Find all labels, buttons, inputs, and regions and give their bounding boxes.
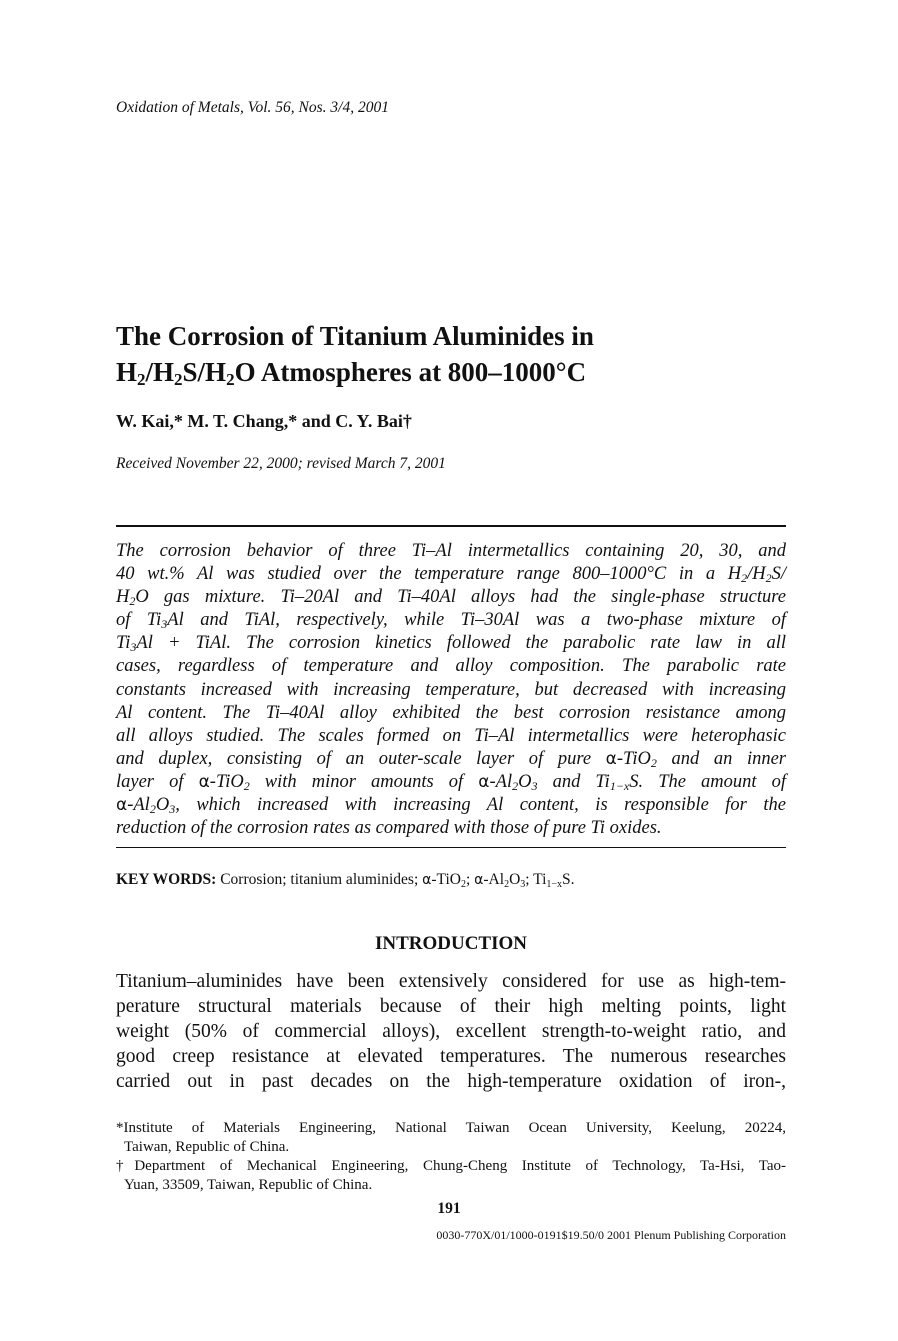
- footnote-line: †Department of Mechanical Engineering, Chung-Cheng Institute of Technology, Ta-Hsi, Tao-: [116, 1158, 786, 1174]
- title-line-1: The Corrosion of Titanium Aluminides in: [116, 321, 594, 351]
- body-line: good creep resistance at elevated temperatures. The numerous researches: [116, 1046, 786, 1067]
- abstract-bottom-rule: [116, 847, 786, 848]
- section-heading: INTRODUCTION: [374, 933, 528, 954]
- abstract-line: 40 wt.% Al was studied over the temperature range 800–1000°C in a $H_2/H_2S/$: [116, 564, 786, 586]
- footnote-line: Yuan, 33509, Taiwan, Republic of China.: [124, 1177, 373, 1193]
- abstract-line: layer of α-TiO$_2$ with minor amounts of $\alpha-Al_2O_3$ and $Ti_{1-x}S$. The amount of: [116, 771, 786, 793]
- body-line: perature structural materials because of their high melting points, light: [116, 996, 786, 1017]
- abstract-line: $\alpha-Al_2O_3$, which increased with increasing Al content, is responsible for the: [116, 795, 786, 817]
- keywords-label: KEY WORDS:: [116, 871, 217, 888]
- received-dates: Received November 22, 2000; revised March 7, 2001: [116, 455, 446, 472]
- footnote-affiliation-2: [116, 1157, 786, 1195]
- abstract-line: $Ti_3Al$ + TiAl. The corrosion kinetics followed the parabolic rate law in all: [116, 633, 786, 655]
- abstract-line: Al content. The Ti–40Al alloy exhibited the best corrosion resistance among: [116, 702, 786, 723]
- abstract-line: reduction of the corrosion rates as compared with those of pure Ti oxides.: [116, 818, 662, 839]
- journal-citation: Oxidation of Metals, Vol. 56, Nos. 3/4, 2001: [116, 99, 389, 116]
- footnote-line: *Institute of Materials Engineering, National Taiwan Ocean University, Keelung, 20224,: [116, 1120, 786, 1136]
- abstract: [116, 540, 786, 840]
- body-line: weight (50% of commercial alloys), excellent strength-to-weight ratio, and: [116, 1021, 786, 1042]
- abstract-line: and duplex, consisting of an outer-scale layer of pure α-TiO$_2$ and an inner: [116, 748, 786, 770]
- copyright-line: 0030-770X/01/1000-0191$19.50/0 2001 Plenum Publishing Corporation: [436, 1228, 786, 1242]
- body-line: carried out in past decades on the high-temperature oxidation of iron-,: [116, 1071, 786, 1092]
- abstract-line: of $Ti_3Al$ and TiAl, respectively, while Ti–30Al was a two-phase mixture of: [116, 610, 786, 632]
- title-line-2: $H_2/H_2S/H_2O$ Atmospheres at 800–1000°C: [116, 357, 587, 389]
- page-number: 191: [437, 1200, 461, 1217]
- paper-title: [116, 318, 796, 390]
- footnote-line: Taiwan, Republic of China.: [124, 1139, 290, 1155]
- abstract-line: constants increased with increasing temperature, but decreased with increasing: [116, 679, 786, 700]
- abstract-line: $H_2O$ gas mixture. Ti–20Al and Ti–40Al alloys had the single-phase structure: [116, 587, 786, 609]
- abstract-top-rule: [116, 525, 786, 527]
- abstract-line: cases, regardless of temperature and alloy composition. The parabolic rate: [116, 656, 786, 677]
- introduction-text: [116, 969, 786, 1094]
- body-line: Titanium–aluminides have been extensively considered for use as high-tem-: [116, 971, 786, 992]
- footnote-affiliation-1: [116, 1119, 786, 1157]
- keywords: [116, 871, 575, 889]
- abstract-line: all alloys studied. The scales formed on Ti–Al intermetallics were heterophasic: [116, 725, 786, 746]
- keywords-text: Corrosion; titanium aluminides; α-TiO$_2$; $\alpha-Al_2O_3$; $Ti_{1-x}S$.: [220, 871, 575, 890]
- authors: W. Kai,* M. T. Chang,* and C. Y. Bai†: [116, 411, 412, 431]
- abstract-line: The corrosion behavior of three Ti–Al intermetallics containing 20, 30, and: [116, 541, 786, 561]
